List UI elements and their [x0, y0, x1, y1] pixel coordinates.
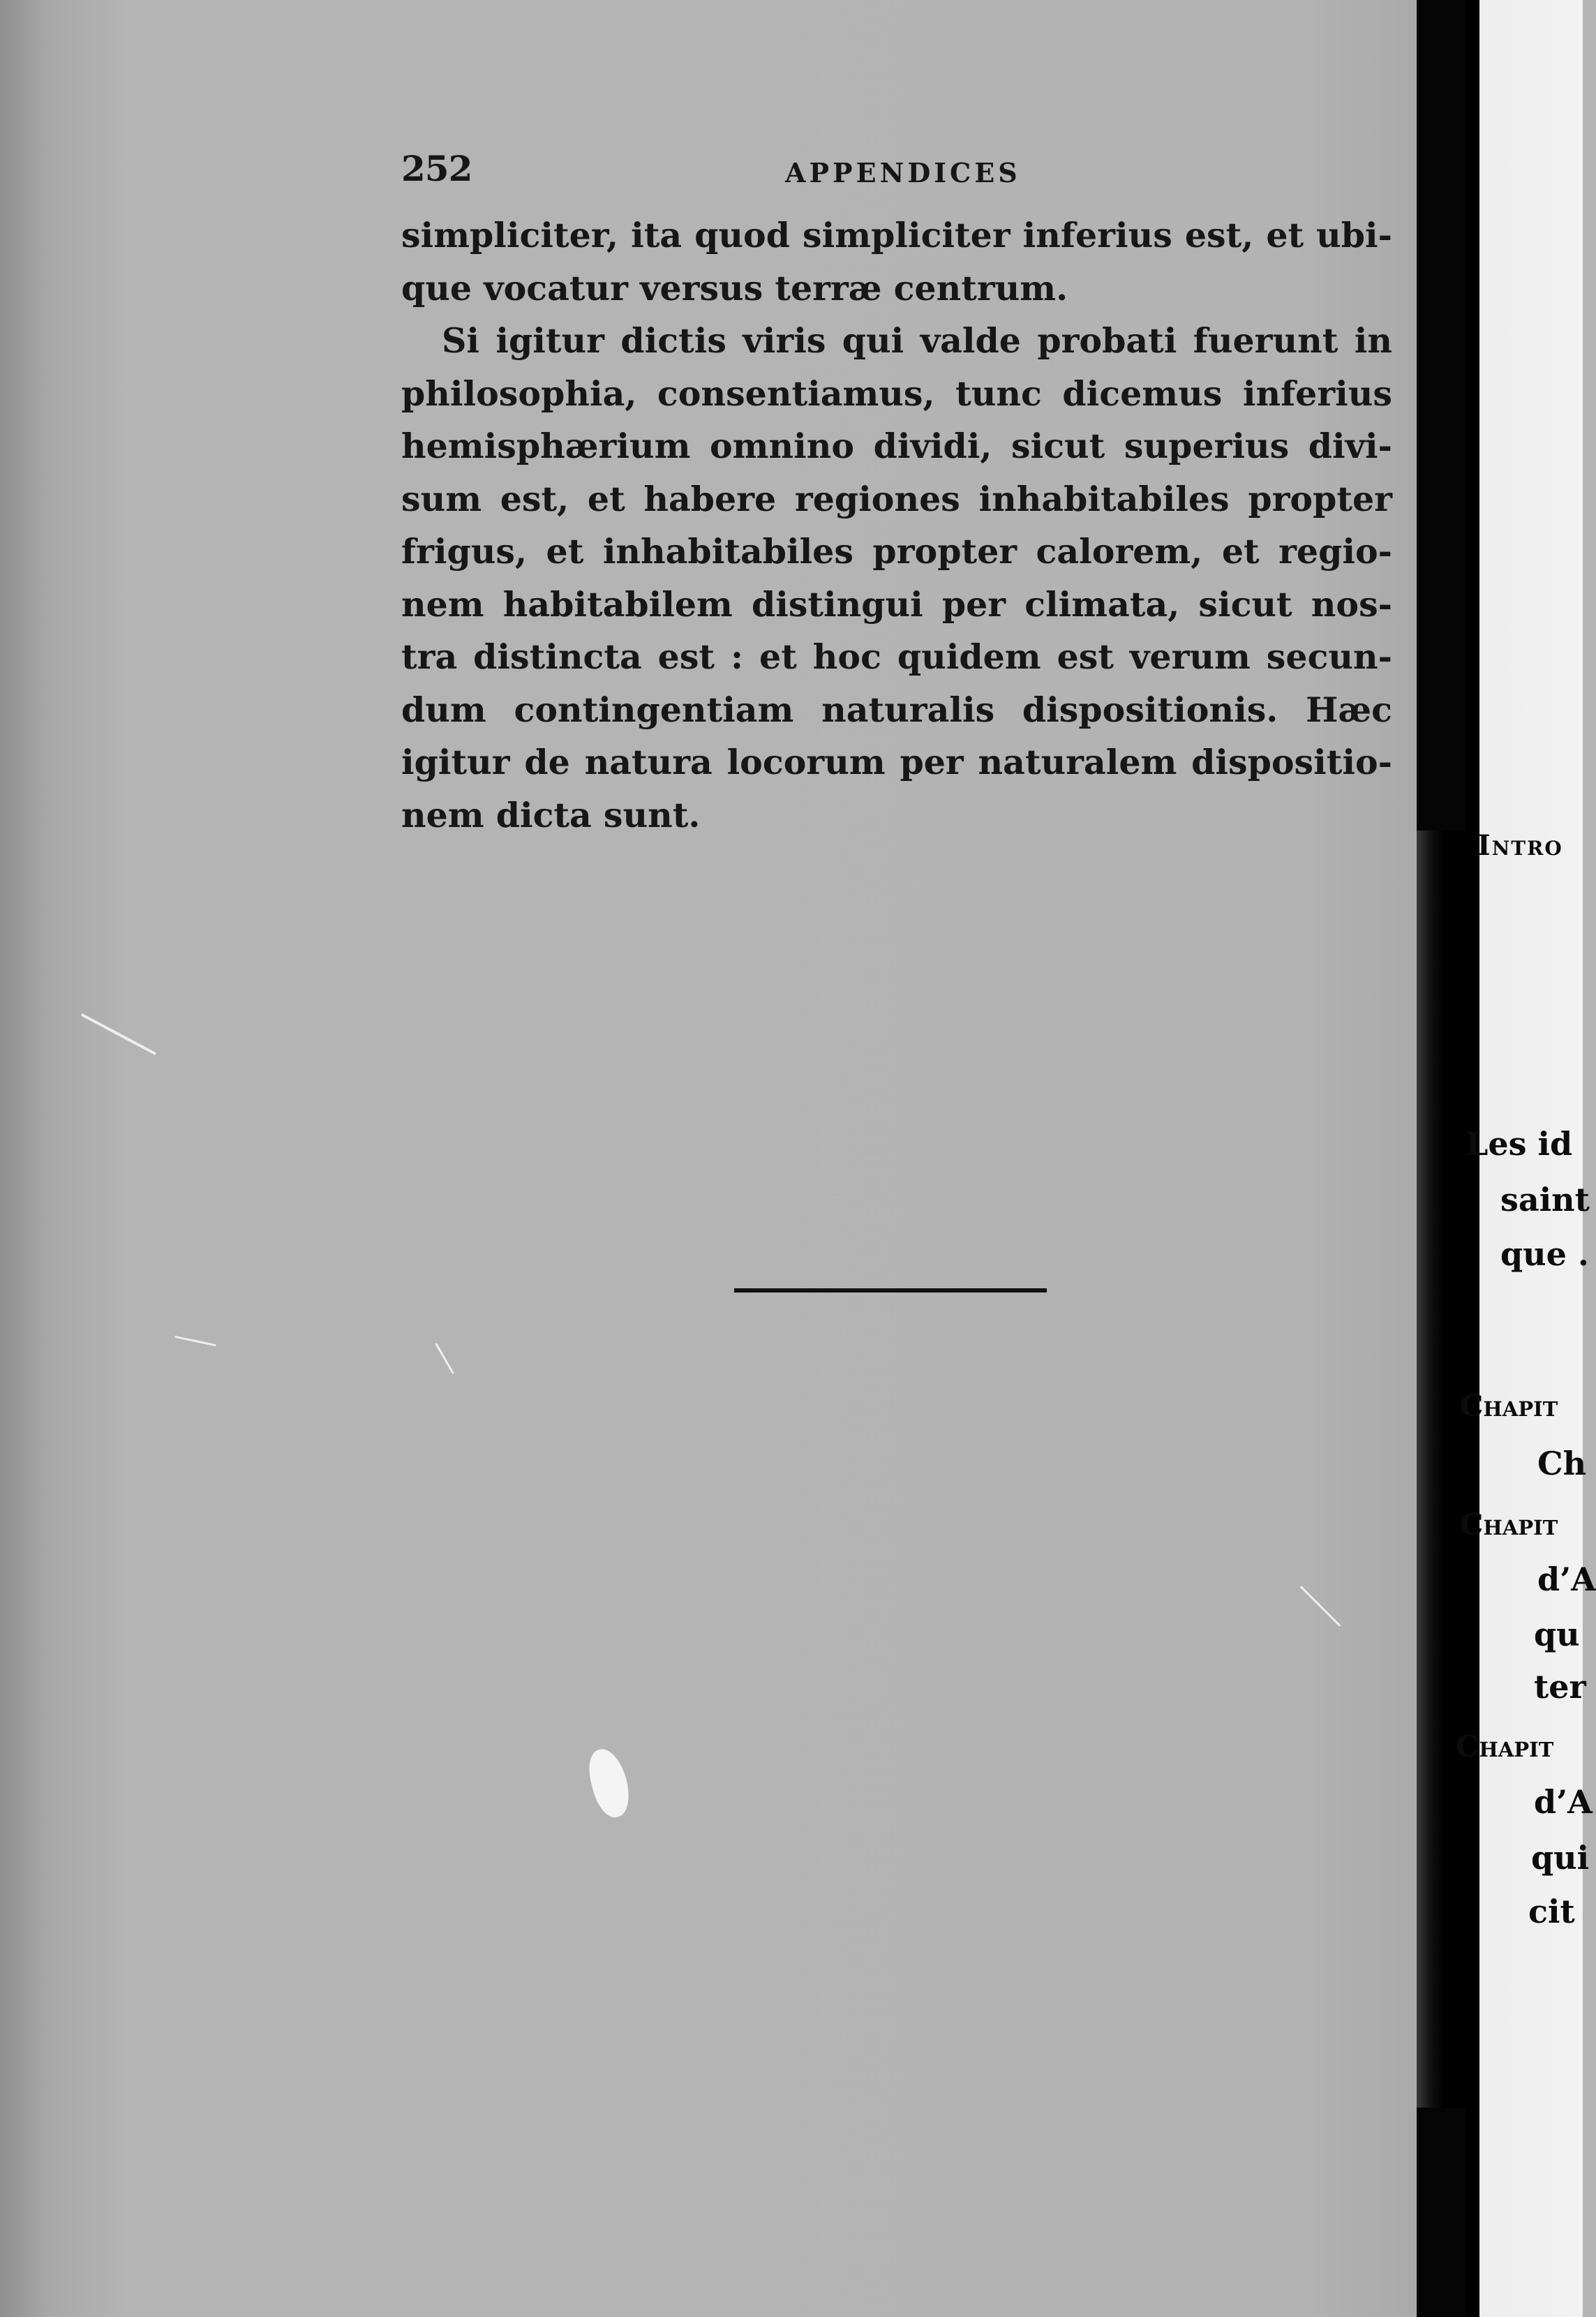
toc-chapter-1: Chapit — [1460, 1389, 1558, 1423]
toc-ch: Ch — [1537, 1445, 1587, 1482]
toc-qui: qui — [1531, 1839, 1590, 1877]
text-line: tra distincta est : et hoc quidem est verum secun- — [401, 636, 1392, 677]
text-line: philosophia, consentiamus, tunc dicemus inferius — [401, 373, 1392, 414]
text-line: dum contingentiam naturalis dispositionis. Hæc — [401, 689, 1392, 730]
body-text — [401, 209, 1392, 842]
toc-qu: qu — [1534, 1616, 1580, 1653]
horizontal-rule — [734, 1288, 1047, 1292]
text-line: frigus, et inhabitabiles propter calorem, et regio- — [401, 531, 1392, 572]
toc-da-2: d’A — [1534, 1783, 1593, 1821]
toc-cit: cit — [1528, 1893, 1575, 1930]
toc-que: que . — [1500, 1235, 1589, 1273]
text-line: simpliciter, ita quod simpliciter inferius est, et ubi- — [401, 215, 1392, 255]
toc-chapter-3: Chapit — [1456, 1729, 1554, 1764]
text-line: que vocatur versus terræ centrum. — [401, 267, 1068, 308]
text-line: hemisphærium omnino dividi, sicut superius divi- — [401, 426, 1392, 466]
toc-intro: Intro — [1477, 829, 1563, 862]
toc-saint: saint — [1500, 1181, 1590, 1219]
text-line: nem habitabilem distingui per climata, sicut nos- — [401, 583, 1392, 625]
toc-da-1: d’A — [1537, 1560, 1596, 1598]
toc-ter: ter — [1534, 1668, 1586, 1706]
running-head: APPENDICES — [785, 157, 1021, 188]
toc-les: Les id — [1466, 1125, 1573, 1163]
page-header — [401, 148, 1392, 190]
text-line: Si igitur dictis viris qui valde probati fuerunt in — [442, 320, 1392, 361]
gutter-shadow-top — [1417, 0, 1466, 830]
toc-chapter-2: Chapit — [1460, 1507, 1558, 1542]
text-line: sum est, et habere regiones inhabitabiles propter — [401, 478, 1392, 519]
page-number: 252 — [401, 148, 472, 189]
text-line: nem dicta sunt. — [401, 794, 701, 835]
gutter-shadow-bottom — [1417, 2108, 1466, 2317]
text-line: igitur de natura locorum per naturalem dispositio- — [401, 742, 1392, 782]
